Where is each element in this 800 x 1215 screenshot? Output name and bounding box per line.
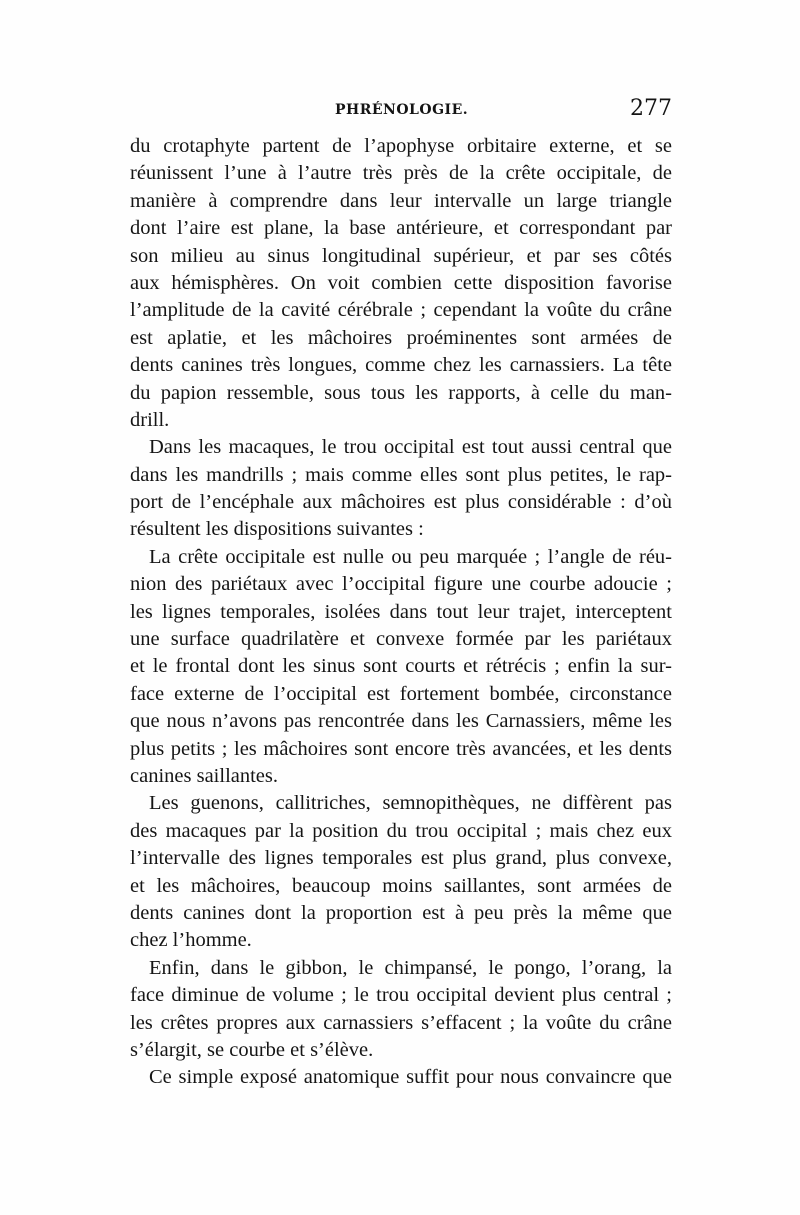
running-head [130, 96, 672, 126]
running-title: PHRÉNOLOGIE. [335, 102, 469, 118]
text-line: les lignes temporales, isolées dans tout leur trajet, interceptent [130, 600, 672, 623]
text-line: aux hémisphères. On voit combien cette disposition favorise [130, 271, 672, 294]
text-line: l’intervalle des lignes temporales est plus grand, plus convexe, [130, 847, 672, 870]
text-line: des macaques par la position du trou occipital ; mais chez eux [130, 819, 672, 842]
text-line: résultent les dispositions suivantes : [130, 518, 424, 541]
text-line: son milieu au sinus longitudinal supérieur, et par ses côtés [130, 244, 672, 267]
text-line: drill. [130, 408, 170, 431]
text-line: Les guenons, callitriches, semnopithèques, ne diffèrent pas [149, 792, 672, 815]
text-line: est aplatie, et les mâchoires proéminentes sont armées de [130, 326, 672, 349]
text-line: du papion ressemble, sous tous les rapports, à celle du man- [130, 381, 672, 404]
text-line: dents canines très longues, comme chez les carnassiers. La tête [130, 354, 672, 377]
text-line: chez l’homme. [130, 929, 252, 952]
text-line: que nous n’avons pas rencontrée dans les Carnassiers, même les [130, 710, 672, 733]
page-number: 277 [630, 96, 672, 121]
text-line: plus petits ; les mâchoires sont encore très avancées, et les dents [130, 737, 672, 760]
text-line: et les mâchoires, beaucoup moins saillantes, sont armées de [130, 874, 672, 897]
text-line: La crête occipitale est nulle ou peu marquée ; l’angle de réu- [149, 545, 672, 568]
text-line: une surface quadrilatère et convexe formée par les pariétaux [130, 628, 672, 651]
text-line: dans les mandrills ; mais comme elles sont plus petites, le rap- [130, 463, 672, 486]
text-line: réunissent l’une à l’autre très près de la crête occipitale, de [130, 162, 672, 185]
text-line: nion des pariétaux avec l’occipital figure une courbe adoucie ; [130, 573, 672, 596]
text-line: Enfin, dans le gibbon, le chimpansé, le pongo, l’orang, la [149, 956, 672, 979]
body-text [130, 133, 672, 1092]
text-line: port de l’encéphale aux mâchoires est plus considérable : d’où [130, 491, 672, 514]
text-line: et le frontal dont les sinus sont courts et rétrécis ; enfin la sur- [130, 655, 672, 678]
text-line: l’amplitude de la cavité cérébrale ; cependant la voûte du crâne [130, 299, 672, 322]
text-line: face externe de l’occipital est fortement bombée, circonstance [130, 682, 672, 705]
text-line: Ce simple exposé anatomique suffit pour nous convaincre que [149, 1066, 672, 1089]
text-line: les crêtes propres aux carnassiers s’effacent ; la voûte du crâne [130, 1011, 672, 1034]
text-line: s’élargit, se courbe et s’élève. [130, 1038, 374, 1061]
text-line: Dans les macaques, le trou occipital est tout aussi central que [149, 436, 672, 459]
text-line: manière à comprendre dans leur intervalle un large triangle [130, 189, 672, 212]
text-line: face diminue de volume ; le trou occipital devient plus central ; [130, 984, 672, 1007]
text-line: dont l’aire est plane, la base antérieure, et correspondant par [130, 217, 672, 240]
text-line: du crotaphyte partent de l’apophyse orbitaire externe, et se [130, 135, 672, 157]
text-line: canines saillantes. [130, 764, 279, 787]
text-line: dents canines dont la proportion est à peu près la même que [130, 901, 672, 924]
